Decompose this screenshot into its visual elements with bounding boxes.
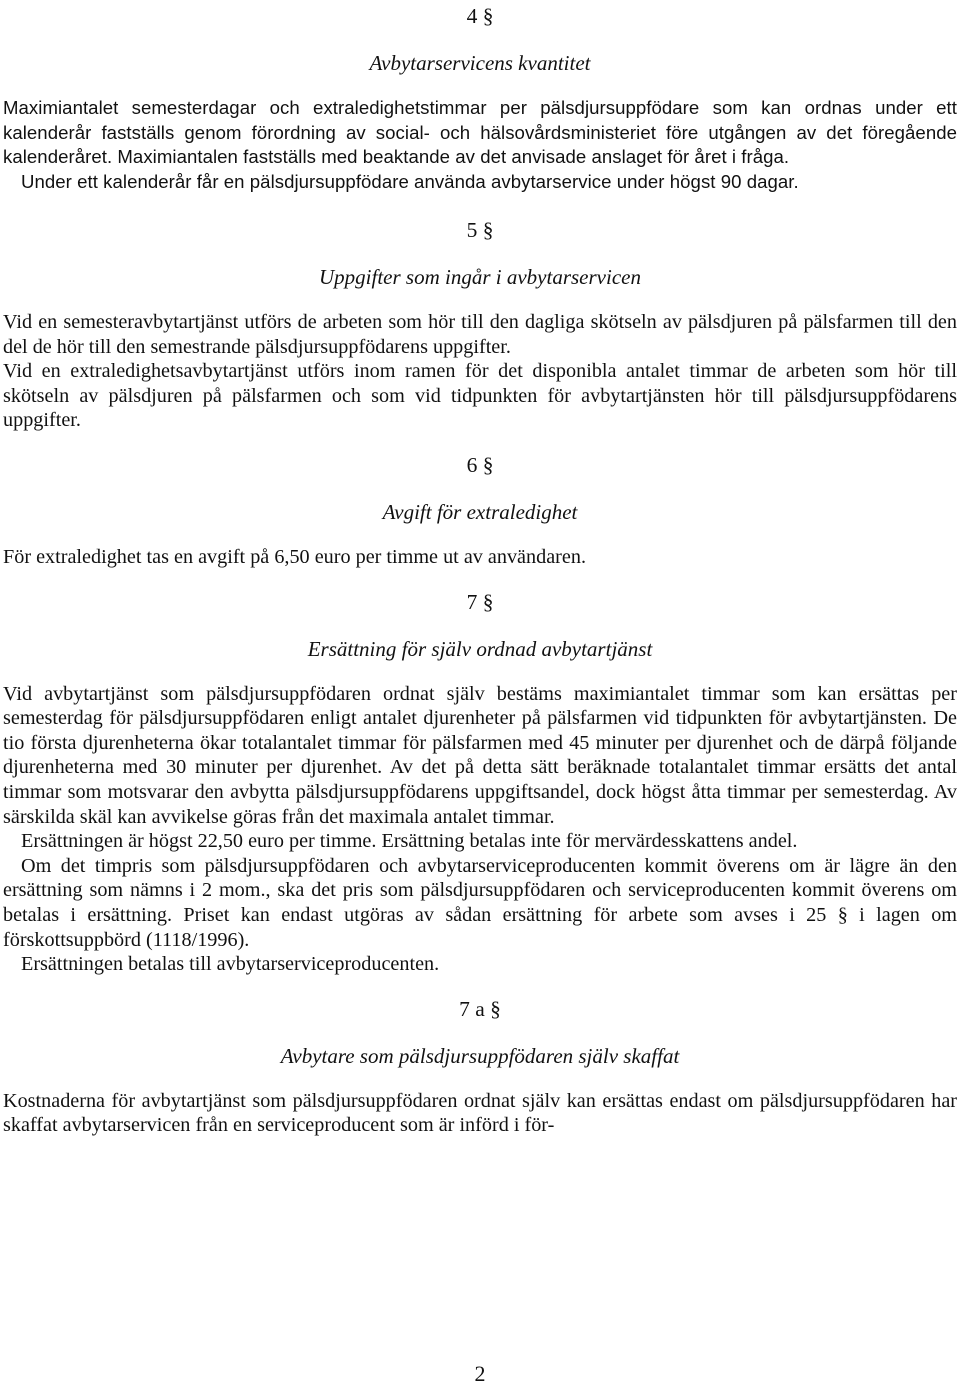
paragraph: För extraledighet tas en avgift på 6,50 euro per timme ut av användaren. [3,545,586,568]
section-number: 4 § [466,4,494,28]
paragraph: Vid en semesteravbytartjänst utförs de arbeten som hör till den dagliga skötseln av pälsdjuren på pälsfarmen till den del de hör till den semestrande pälsdjursuppfödarens uppgifter. [3,311,957,358]
section-number: 7 § [466,589,494,614]
page-number: 2 [474,1361,486,1386]
section-4 [3,0,957,194]
section-title: Ersättning för själv ordnad avbytartjänst [307,636,653,661]
paragraph: Maximiantalet semesterdagar och extraledighetstimmar per pälsdjursuppfödare som kan ordnas under ett kalenderår fastställs genom förordning av social- och hälsovårdsministeriet före utgången av det föregående kalenderåret. Maximiantalen fastställs med beaktande av det anvisade anslaget för året i fråga. [3,97,957,167]
section-title: Avbytarservicens kvantitet [369,51,591,75]
paragraph: Vid avbytartjänst som pälsdjursuppfödaren ordnat själv bestäms maximiantalet timmar som kan ersättas per semesterdag för pälsdjursuppfödaren enligt antalet djurenheter på pälsfarmen vid tidpunkten för avbytartjänsten. De tio första djurenheterna ökar totalantalet timmar för pälsfarmen med 45 minuter per djurenhet och de därpå följande djurenheterna med 30 minuter per djurenhet. Av det på detta sätt beräknade totalantalet timmar ersätts det antal timmar som motsvarar den avbytta pälsdjursuppfödarens uppgiftsandel, dock högst åtta timmar per semesterdag. Av särskilda skäl kan avvikelse göras från det maximala antalet timmar. [3,682,957,828]
section-5 [3,214,957,433]
paragraph: Om det timpris som pälsdjursuppfödaren och avbytarserviceproducenten kommit överens om är lägre än den ersättning som nämns i 2 mom., ska det pris som pälsdjursuppfödaren och serviceproducenten kommit överens om betalas i ersättning. Priset kan endast utgöras av sådan ersättning för arbete som avses i 25 § i lagen om förskottsuppbörd (1118/1996). [3,854,957,951]
section-title: Uppgifter som ingår i avbytarservicen [319,265,641,289]
section-7a [3,993,957,1138]
section-number: 5 § [466,218,494,242]
paragraph: Vid en extraledighetsavbytartjänst utförs inom ramen för det disponibla antalet timmar de arbeten som hör till skötseln av pälsdjuren på pälsfarmen och som vid tidpunkten för avbytartjänsten hör till pälsdjursuppfödarens uppgifter. [3,360,957,432]
section-number: 6 § [466,452,494,477]
paragraph: Under ett kalenderår får en pälsdjursuppfödare använda avbytarservice under högst 90 dagar. [21,170,799,192]
section-title: Avbytare som pälsdjursuppfödaren själv skaffat [280,1043,680,1068]
section-title: Avgift för extraledighet [382,499,578,524]
section-6 [3,449,957,570]
paragraph: Ersättningen är högst 22,50 euro per timme. Ersättning betalas inte för mervärdesskattens andel. [21,830,798,853]
section-number: 7 a § [459,996,501,1021]
paragraph: Ersättningen betalas till avbytarserviceproducenten. [21,953,440,976]
section-7 [3,586,957,977]
paragraph: Kostnaderna för avbytartjänst som pälsdjursuppfödaren ordnat själv kan ersättas endast om pälsdjursuppfödaren har skaffat avbytarservicen från en serviceproducent som är införd i för- [3,1089,957,1137]
